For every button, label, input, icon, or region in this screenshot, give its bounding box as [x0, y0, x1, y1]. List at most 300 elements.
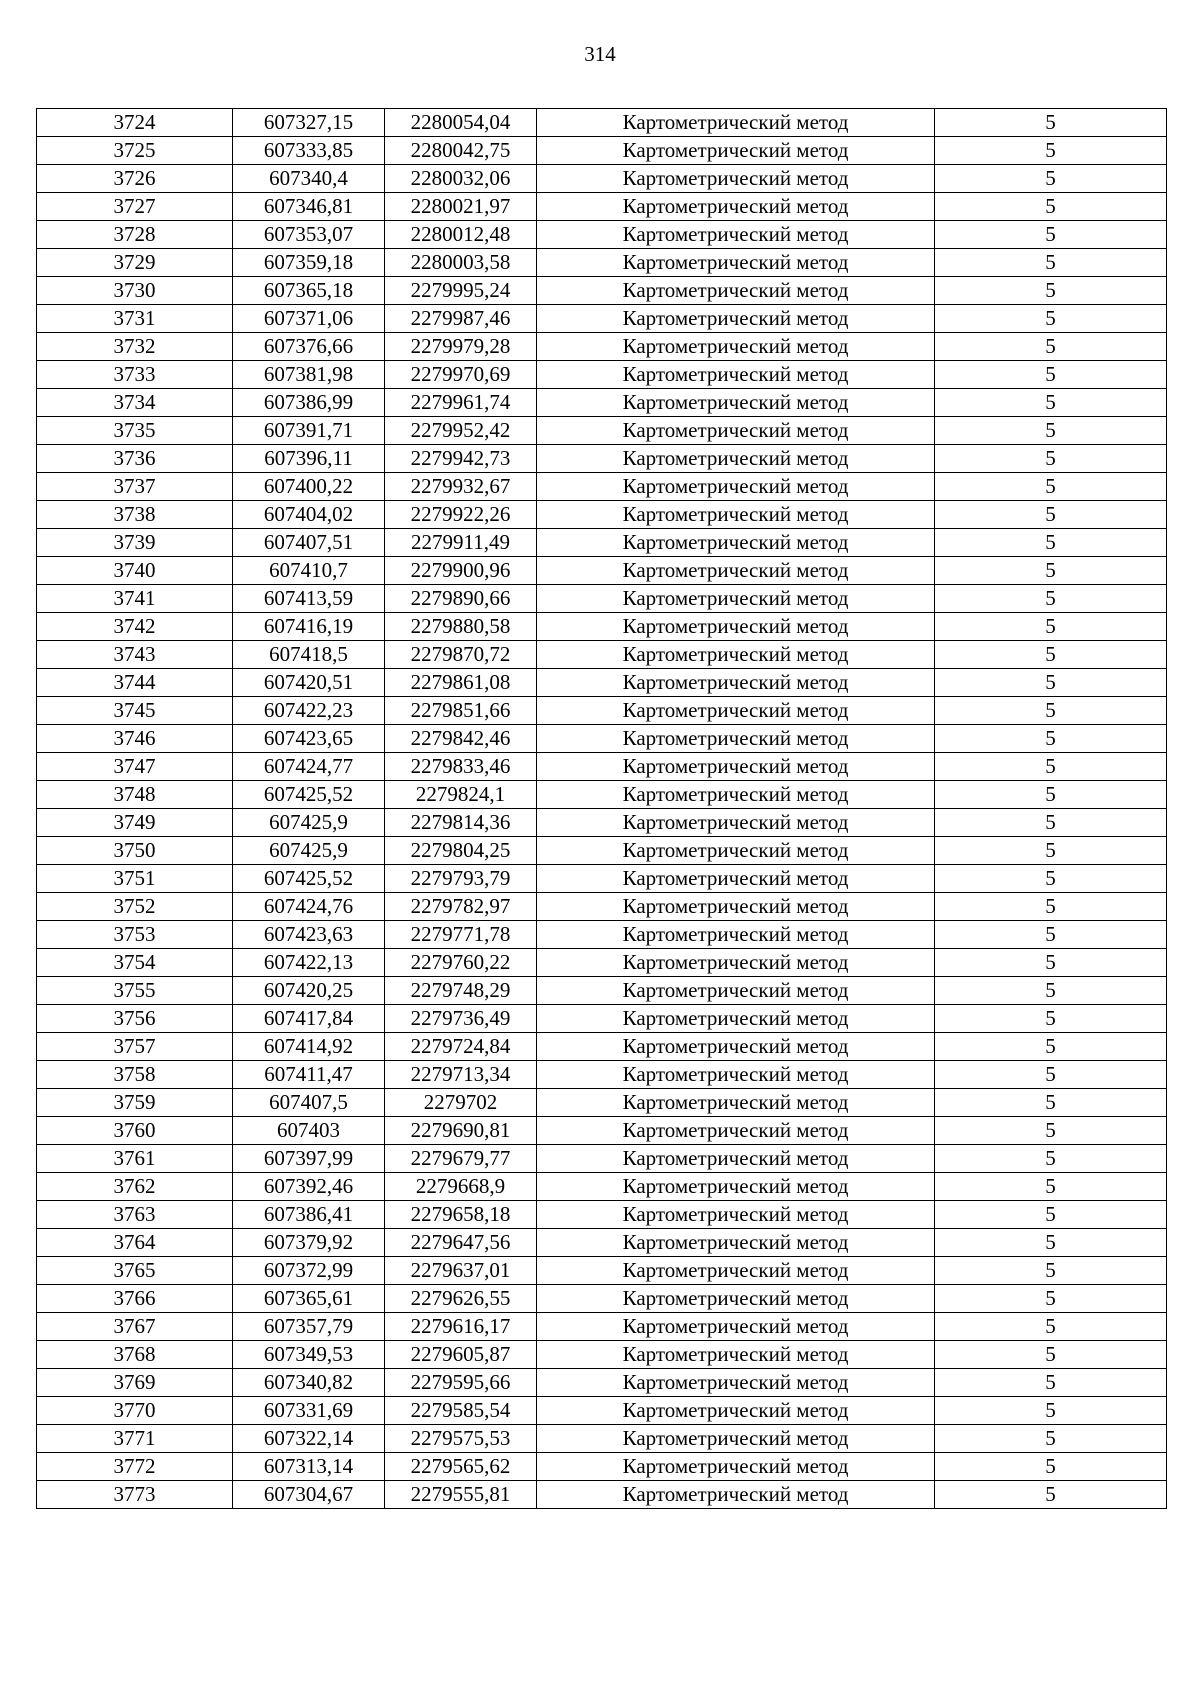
y-coordinate-cell: 2279565,62 — [385, 1453, 537, 1481]
table-row — [37, 137, 1167, 165]
accuracy-cell: 5 — [935, 389, 1167, 417]
x-coordinate-cell: 607416,19 — [233, 613, 385, 641]
method-cell: Картометрический метод — [537, 781, 935, 809]
accuracy-cell: 5 — [935, 865, 1167, 893]
accuracy-cell: 5 — [935, 585, 1167, 613]
point-number-cell: 3747 — [37, 753, 233, 781]
accuracy-cell: 5 — [935, 277, 1167, 305]
point-number-cell: 3730 — [37, 277, 233, 305]
accuracy-cell: 5 — [935, 361, 1167, 389]
point-number-cell: 3752 — [37, 893, 233, 921]
method-cell: Картометрический метод — [537, 1061, 935, 1089]
x-coordinate-cell: 607349,53 — [233, 1341, 385, 1369]
y-coordinate-cell: 2279637,01 — [385, 1257, 537, 1285]
accuracy-cell: 5 — [935, 501, 1167, 529]
point-number-cell: 3757 — [37, 1033, 233, 1061]
accuracy-cell: 5 — [935, 669, 1167, 697]
x-coordinate-cell: 607371,06 — [233, 305, 385, 333]
x-coordinate-cell: 607396,11 — [233, 445, 385, 473]
table-row — [37, 977, 1167, 1005]
table-row — [37, 1453, 1167, 1481]
x-coordinate-cell: 607386,41 — [233, 1201, 385, 1229]
accuracy-cell: 5 — [935, 193, 1167, 221]
x-coordinate-cell: 607391,71 — [233, 417, 385, 445]
y-coordinate-cell: 2279605,87 — [385, 1341, 537, 1369]
point-number-cell: 3765 — [37, 1257, 233, 1285]
x-coordinate-cell: 607423,63 — [233, 921, 385, 949]
x-coordinate-cell: 607357,79 — [233, 1313, 385, 1341]
method-cell: Картометрический метод — [537, 669, 935, 697]
x-coordinate-cell: 607333,85 — [233, 137, 385, 165]
accuracy-cell: 5 — [935, 1369, 1167, 1397]
y-coordinate-cell: 2279880,58 — [385, 613, 537, 641]
method-cell: Картометрический метод — [537, 1089, 935, 1117]
x-coordinate-cell: 607304,67 — [233, 1481, 385, 1509]
x-coordinate-cell: 607379,92 — [233, 1229, 385, 1257]
table-row — [37, 361, 1167, 389]
table-row — [37, 1061, 1167, 1089]
accuracy-cell: 5 — [935, 1285, 1167, 1313]
method-cell: Картометрический метод — [537, 361, 935, 389]
point-number-cell: 3766 — [37, 1285, 233, 1313]
y-coordinate-cell: 2279771,78 — [385, 921, 537, 949]
accuracy-cell: 5 — [935, 473, 1167, 501]
x-coordinate-cell: 607340,82 — [233, 1369, 385, 1397]
point-number-cell: 3755 — [37, 977, 233, 1005]
y-coordinate-cell: 2279995,24 — [385, 277, 537, 305]
x-coordinate-cell: 607392,46 — [233, 1173, 385, 1201]
table-row — [37, 1005, 1167, 1033]
point-number-cell: 3739 — [37, 529, 233, 557]
method-cell: Картометрический метод — [537, 809, 935, 837]
x-coordinate-cell: 607365,61 — [233, 1285, 385, 1313]
y-coordinate-cell: 2279804,25 — [385, 837, 537, 865]
point-number-cell: 3731 — [37, 305, 233, 333]
table-row — [37, 1369, 1167, 1397]
method-cell: Картометрический метод — [537, 1005, 935, 1033]
y-coordinate-cell: 2279861,08 — [385, 669, 537, 697]
x-coordinate-cell: 607418,5 — [233, 641, 385, 669]
y-coordinate-cell: 2279952,42 — [385, 417, 537, 445]
method-cell: Картометрический метод — [537, 445, 935, 473]
method-cell: Картометрический метод — [537, 1453, 935, 1481]
accuracy-cell: 5 — [935, 809, 1167, 837]
point-number-cell: 3758 — [37, 1061, 233, 1089]
accuracy-cell: 5 — [935, 837, 1167, 865]
x-coordinate-cell: 607407,51 — [233, 529, 385, 557]
point-number-cell: 3768 — [37, 1341, 233, 1369]
method-cell: Картометрический метод — [537, 501, 935, 529]
accuracy-cell: 5 — [935, 921, 1167, 949]
x-coordinate-cell: 607422,23 — [233, 697, 385, 725]
method-cell: Картометрический метод — [537, 865, 935, 893]
y-coordinate-cell: 2279870,72 — [385, 641, 537, 669]
y-coordinate-cell: 2279575,53 — [385, 1425, 537, 1453]
point-number-cell: 3726 — [37, 165, 233, 193]
point-number-cell: 3743 — [37, 641, 233, 669]
point-number-cell: 3773 — [37, 1481, 233, 1509]
y-coordinate-cell: 2279824,1 — [385, 781, 537, 809]
method-cell: Картометрический метод — [537, 1341, 935, 1369]
y-coordinate-cell: 2279782,97 — [385, 893, 537, 921]
point-number-cell: 3761 — [37, 1145, 233, 1173]
x-coordinate-cell: 607425,52 — [233, 865, 385, 893]
point-number-cell: 3742 — [37, 613, 233, 641]
y-coordinate-cell: 2279679,77 — [385, 1145, 537, 1173]
table-row — [37, 529, 1167, 557]
y-coordinate-cell: 2280032,06 — [385, 165, 537, 193]
method-cell: Картометрический метод — [537, 725, 935, 753]
accuracy-cell: 5 — [935, 1117, 1167, 1145]
method-cell: Картометрический метод — [537, 977, 935, 1005]
y-coordinate-cell: 2279760,22 — [385, 949, 537, 977]
point-number-cell: 3749 — [37, 809, 233, 837]
accuracy-cell: 5 — [935, 1257, 1167, 1285]
table-row — [37, 1033, 1167, 1061]
x-coordinate-cell: 607422,13 — [233, 949, 385, 977]
y-coordinate-cell: 2279713,34 — [385, 1061, 537, 1089]
point-number-cell: 3767 — [37, 1313, 233, 1341]
accuracy-cell: 5 — [935, 697, 1167, 725]
table-row — [37, 221, 1167, 249]
x-coordinate-cell: 607423,65 — [233, 725, 385, 753]
x-coordinate-cell: 607359,18 — [233, 249, 385, 277]
accuracy-cell: 5 — [935, 333, 1167, 361]
table-row — [37, 893, 1167, 921]
accuracy-cell: 5 — [935, 1089, 1167, 1117]
y-coordinate-cell: 2279736,49 — [385, 1005, 537, 1033]
table-row — [37, 585, 1167, 613]
x-coordinate-cell: 607327,15 — [233, 109, 385, 137]
accuracy-cell: 5 — [935, 417, 1167, 445]
y-coordinate-cell: 2279626,55 — [385, 1285, 537, 1313]
x-coordinate-cell: 607322,14 — [233, 1425, 385, 1453]
y-coordinate-cell: 2279793,79 — [385, 865, 537, 893]
accuracy-cell: 5 — [935, 305, 1167, 333]
table-row — [37, 753, 1167, 781]
accuracy-cell: 5 — [935, 1397, 1167, 1425]
x-coordinate-cell: 607376,66 — [233, 333, 385, 361]
table-row — [37, 837, 1167, 865]
method-cell: Картометрический метод — [537, 1285, 935, 1313]
table-row — [37, 1145, 1167, 1173]
coordinates-table — [36, 108, 1167, 1509]
x-coordinate-cell: 607340,4 — [233, 165, 385, 193]
y-coordinate-cell: 2280042,75 — [385, 137, 537, 165]
method-cell: Картометрический метод — [537, 1369, 935, 1397]
table-row — [37, 1397, 1167, 1425]
table-row — [37, 557, 1167, 585]
y-coordinate-cell: 2279833,46 — [385, 753, 537, 781]
point-number-cell: 3727 — [37, 193, 233, 221]
method-cell: Картометрический метод — [537, 641, 935, 669]
table-row — [37, 473, 1167, 501]
method-cell: Картометрический метод — [537, 221, 935, 249]
x-coordinate-cell: 607403 — [233, 1117, 385, 1145]
table-row — [37, 669, 1167, 697]
x-coordinate-cell: 607365,18 — [233, 277, 385, 305]
x-coordinate-cell: 607346,81 — [233, 193, 385, 221]
table-row — [37, 809, 1167, 837]
x-coordinate-cell: 607331,69 — [233, 1397, 385, 1425]
accuracy-cell: 5 — [935, 613, 1167, 641]
accuracy-cell: 5 — [935, 725, 1167, 753]
point-number-cell: 3759 — [37, 1089, 233, 1117]
y-coordinate-cell: 2279724,84 — [385, 1033, 537, 1061]
table-row — [37, 725, 1167, 753]
method-cell: Картометрический метод — [537, 921, 935, 949]
point-number-cell: 3770 — [37, 1397, 233, 1425]
point-number-cell: 3725 — [37, 137, 233, 165]
method-cell: Картометрический метод — [537, 613, 935, 641]
method-cell: Картометрический метод — [537, 1313, 935, 1341]
table-row — [37, 109, 1167, 137]
y-coordinate-cell: 2280012,48 — [385, 221, 537, 249]
table-row — [37, 641, 1167, 669]
page-number: 314 — [584, 42, 616, 66]
point-number-cell: 3746 — [37, 725, 233, 753]
x-coordinate-cell: 607400,22 — [233, 473, 385, 501]
x-coordinate-cell: 607420,25 — [233, 977, 385, 1005]
x-coordinate-cell: 607425,9 — [233, 809, 385, 837]
y-coordinate-cell: 2279585,54 — [385, 1397, 537, 1425]
table-row — [37, 277, 1167, 305]
table-row — [37, 781, 1167, 809]
accuracy-cell: 5 — [935, 1229, 1167, 1257]
point-number-cell: 3750 — [37, 837, 233, 865]
x-coordinate-cell: 607417,84 — [233, 1005, 385, 1033]
y-coordinate-cell: 2280054,04 — [385, 109, 537, 137]
x-coordinate-cell: 607425,52 — [233, 781, 385, 809]
y-coordinate-cell: 2279668,9 — [385, 1173, 537, 1201]
point-number-cell: 3764 — [37, 1229, 233, 1257]
point-number-cell: 3751 — [37, 865, 233, 893]
table-row — [37, 1201, 1167, 1229]
method-cell: Картометрический метод — [537, 1229, 935, 1257]
method-cell: Картометрический метод — [537, 1145, 935, 1173]
table-row — [37, 249, 1167, 277]
accuracy-cell: 5 — [935, 1453, 1167, 1481]
table-row — [37, 1117, 1167, 1145]
table-row — [37, 445, 1167, 473]
y-coordinate-cell: 2280021,97 — [385, 193, 537, 221]
accuracy-cell: 5 — [935, 557, 1167, 585]
accuracy-cell: 5 — [935, 893, 1167, 921]
accuracy-cell: 5 — [935, 1005, 1167, 1033]
y-coordinate-cell: 2279690,81 — [385, 1117, 537, 1145]
table-row — [37, 1481, 1167, 1509]
x-coordinate-cell: 607413,59 — [233, 585, 385, 613]
x-coordinate-cell: 607407,5 — [233, 1089, 385, 1117]
method-cell: Картометрический метод — [537, 109, 935, 137]
x-coordinate-cell: 607372,99 — [233, 1257, 385, 1285]
accuracy-cell: 5 — [935, 221, 1167, 249]
table-row — [37, 1089, 1167, 1117]
y-coordinate-cell: 2279900,96 — [385, 557, 537, 585]
accuracy-cell: 5 — [935, 781, 1167, 809]
x-coordinate-cell: 607386,99 — [233, 389, 385, 417]
x-coordinate-cell: 607353,07 — [233, 221, 385, 249]
point-number-cell: 3748 — [37, 781, 233, 809]
x-coordinate-cell: 607414,92 — [233, 1033, 385, 1061]
method-cell: Картометрический метод — [537, 249, 935, 277]
point-number-cell: 3771 — [37, 1425, 233, 1453]
table-row — [37, 193, 1167, 221]
accuracy-cell: 5 — [935, 1313, 1167, 1341]
y-coordinate-cell: 2279911,49 — [385, 529, 537, 557]
point-number-cell: 3756 — [37, 1005, 233, 1033]
method-cell: Картометрический метод — [537, 837, 935, 865]
accuracy-cell: 5 — [935, 137, 1167, 165]
method-cell: Картометрический метод — [537, 1173, 935, 1201]
method-cell: Картометрический метод — [537, 585, 935, 613]
method-cell: Картометрический метод — [537, 1397, 935, 1425]
method-cell: Картометрический метод — [537, 1257, 935, 1285]
table-row — [37, 333, 1167, 361]
x-coordinate-cell: 607381,98 — [233, 361, 385, 389]
point-number-cell: 3741 — [37, 585, 233, 613]
table-row — [37, 1425, 1167, 1453]
method-cell: Картометрический метод — [537, 1033, 935, 1061]
table-row — [37, 921, 1167, 949]
method-cell: Картометрический метод — [537, 949, 935, 977]
y-coordinate-cell: 2279814,36 — [385, 809, 537, 837]
point-number-cell: 3762 — [37, 1173, 233, 1201]
table-row — [37, 1229, 1167, 1257]
table-row — [37, 1257, 1167, 1285]
method-cell: Картометрический метод — [537, 697, 935, 725]
point-number-cell: 3728 — [37, 221, 233, 249]
table-row — [37, 389, 1167, 417]
method-cell: Картометрический метод — [537, 333, 935, 361]
accuracy-cell: 5 — [935, 977, 1167, 1005]
y-coordinate-cell: 2280003,58 — [385, 249, 537, 277]
accuracy-cell: 5 — [935, 641, 1167, 669]
x-coordinate-cell: 607424,76 — [233, 893, 385, 921]
table-row — [37, 1313, 1167, 1341]
point-number-cell: 3760 — [37, 1117, 233, 1145]
accuracy-cell: 5 — [935, 1033, 1167, 1061]
y-coordinate-cell: 2279987,46 — [385, 305, 537, 333]
accuracy-cell: 5 — [935, 1173, 1167, 1201]
y-coordinate-cell: 2279942,73 — [385, 445, 537, 473]
y-coordinate-cell: 2279979,28 — [385, 333, 537, 361]
method-cell: Картометрический метод — [537, 1201, 935, 1229]
table-row — [37, 613, 1167, 641]
method-cell: Картометрический метод — [537, 893, 935, 921]
accuracy-cell: 5 — [935, 1145, 1167, 1173]
y-coordinate-cell: 2279922,26 — [385, 501, 537, 529]
x-coordinate-cell: 607411,47 — [233, 1061, 385, 1089]
method-cell: Картометрический метод — [537, 193, 935, 221]
y-coordinate-cell: 2279702 — [385, 1089, 537, 1117]
table-row — [37, 417, 1167, 445]
method-cell: Картометрический метод — [537, 557, 935, 585]
point-number-cell: 3745 — [37, 697, 233, 725]
point-number-cell: 3740 — [37, 557, 233, 585]
y-coordinate-cell: 2279851,66 — [385, 697, 537, 725]
table-row — [37, 501, 1167, 529]
y-coordinate-cell: 2279961,74 — [385, 389, 537, 417]
point-number-cell: 3724 — [37, 109, 233, 137]
coordinates-table-body — [37, 109, 1167, 1509]
point-number-cell: 3763 — [37, 1201, 233, 1229]
y-coordinate-cell: 2279748,29 — [385, 977, 537, 1005]
y-coordinate-cell: 2279595,66 — [385, 1369, 537, 1397]
table-row — [37, 305, 1167, 333]
method-cell: Картометрический метод — [537, 1425, 935, 1453]
method-cell: Картометрический метод — [537, 473, 935, 501]
y-coordinate-cell: 2279555,81 — [385, 1481, 537, 1509]
point-number-cell: 3735 — [37, 417, 233, 445]
x-coordinate-cell: 607404,02 — [233, 501, 385, 529]
accuracy-cell: 5 — [935, 1425, 1167, 1453]
x-coordinate-cell: 607397,99 — [233, 1145, 385, 1173]
accuracy-cell: 5 — [935, 753, 1167, 781]
method-cell: Картометрический метод — [537, 1481, 935, 1509]
point-number-cell: 3769 — [37, 1369, 233, 1397]
accuracy-cell: 5 — [935, 445, 1167, 473]
y-coordinate-cell: 2279647,56 — [385, 1229, 537, 1257]
y-coordinate-cell: 2279890,66 — [385, 585, 537, 613]
accuracy-cell: 5 — [935, 529, 1167, 557]
accuracy-cell: 5 — [935, 1061, 1167, 1089]
table-row — [37, 1173, 1167, 1201]
x-coordinate-cell: 607424,77 — [233, 753, 385, 781]
accuracy-cell: 5 — [935, 1481, 1167, 1509]
method-cell: Картометрический метод — [537, 753, 935, 781]
table-row — [37, 1285, 1167, 1313]
accuracy-cell: 5 — [935, 165, 1167, 193]
x-coordinate-cell: 607313,14 — [233, 1453, 385, 1481]
x-coordinate-cell: 607420,51 — [233, 669, 385, 697]
table-row — [37, 1341, 1167, 1369]
y-coordinate-cell: 2279616,17 — [385, 1313, 537, 1341]
method-cell: Картометрический метод — [537, 165, 935, 193]
table-row — [37, 949, 1167, 977]
method-cell: Картометрический метод — [537, 137, 935, 165]
method-cell: Картометрический метод — [537, 389, 935, 417]
y-coordinate-cell: 2279658,18 — [385, 1201, 537, 1229]
method-cell: Картометрический метод — [537, 305, 935, 333]
method-cell: Картометрический метод — [537, 417, 935, 445]
point-number-cell: 3729 — [37, 249, 233, 277]
point-number-cell: 3738 — [37, 501, 233, 529]
accuracy-cell: 5 — [935, 109, 1167, 137]
point-number-cell: 3772 — [37, 1453, 233, 1481]
point-number-cell: 3733 — [37, 361, 233, 389]
x-coordinate-cell: 607425,9 — [233, 837, 385, 865]
point-number-cell: 3736 — [37, 445, 233, 473]
accuracy-cell: 5 — [935, 249, 1167, 277]
table-row — [37, 865, 1167, 893]
y-coordinate-cell: 2279970,69 — [385, 361, 537, 389]
point-number-cell: 3732 — [37, 333, 233, 361]
point-number-cell: 3753 — [37, 921, 233, 949]
table-row — [37, 697, 1167, 725]
point-number-cell: 3734 — [37, 389, 233, 417]
point-number-cell: 3737 — [37, 473, 233, 501]
y-coordinate-cell: 2279932,67 — [385, 473, 537, 501]
accuracy-cell: 5 — [935, 1201, 1167, 1229]
accuracy-cell: 5 — [935, 949, 1167, 977]
table-row — [37, 165, 1167, 193]
point-number-cell: 3754 — [37, 949, 233, 977]
method-cell: Картометрический метод — [537, 1117, 935, 1145]
point-number-cell: 3744 — [37, 669, 233, 697]
accuracy-cell: 5 — [935, 1341, 1167, 1369]
y-coordinate-cell: 2279842,46 — [385, 725, 537, 753]
